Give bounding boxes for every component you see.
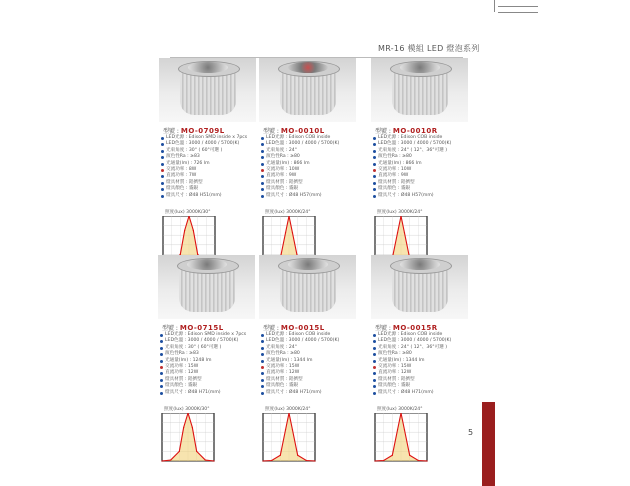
spec-item: LED色溫 : 3000 / 4000 / 5700(K) [161, 141, 247, 147]
page-number: 5 [468, 428, 474, 437]
model-label: 型號 : [263, 128, 279, 135]
spec-item: 交流功率 : 15W [261, 364, 339, 370]
lamp-lens [288, 62, 328, 73]
product-card [259, 255, 359, 475]
beam-point [418, 460, 419, 461]
model-label: 型號 : [375, 128, 391, 135]
model-number: MO-0010L [280, 127, 325, 135]
beam-point [306, 460, 307, 461]
beam-point [404, 429, 405, 430]
spec-item: 光通量(lm) : 1344 lm [373, 358, 451, 364]
product-card [158, 255, 258, 475]
beam-point [196, 451, 197, 452]
beam-point [184, 230, 185, 231]
spec-item: 燈具顏色 : 霧銀 [373, 186, 451, 192]
lamp-lens [400, 62, 440, 73]
spec-list [261, 332, 339, 396]
spec-item: 燈具材質 : 鋁擠型 [373, 377, 451, 383]
spec-item: 燈具材質 : 鋁擠型 [160, 377, 246, 383]
spec-item: 光束角度 : 24° [261, 345, 339, 351]
crop-mark-horizontal [498, 6, 538, 7]
spec-item: 直流功率 : 12W [373, 370, 451, 376]
spec-item: 演色性Ra : ≥80 [373, 351, 451, 357]
spec-item: 燈具尺寸 : Ø48 H71(mm) [160, 390, 246, 396]
beam-point [183, 427, 184, 428]
product-photo [159, 58, 256, 122]
model-line [163, 126, 225, 135]
chart-title: 照度(lux) 3000K/24° [265, 210, 311, 215]
spec-item: LED光源 : Edison SMD inside x 7pcs [160, 332, 246, 338]
spec-item: 直流功率 : 9W [261, 173, 339, 179]
beam-point [404, 232, 405, 233]
product-photo [259, 255, 356, 319]
beam-point [280, 455, 281, 456]
beam-point [285, 232, 286, 233]
product-photo [158, 255, 255, 319]
beam-point [271, 460, 272, 461]
chart-title: 照度(lux) 3000K/24° [377, 407, 423, 412]
beam-point [392, 455, 393, 456]
spec-item: 光通量(lm) : 866 lm [261, 161, 339, 167]
model-line [162, 323, 224, 332]
beam-chart [371, 413, 431, 463]
spec-item: 光束角度 : 30° ( 60°可選 ) [160, 345, 246, 351]
beam-point [292, 429, 293, 430]
model-number: MO-0015R [392, 324, 438, 332]
spec-item: LED光源 : Edison SMD inside x 7pcs [161, 135, 247, 141]
spec-item: 直流功率 : 9W [373, 173, 451, 179]
beam-point [179, 451, 180, 452]
beam-chart [259, 413, 319, 463]
spec-item: 光束角度 : 24° ( 12°、36°可選 ) [373, 345, 451, 351]
beam-point [262, 460, 263, 461]
beam-point [297, 455, 298, 456]
chart-title: 照度(lux) 3000K/30° [164, 407, 210, 412]
spec-item: 演色性Ra : ≥83 [160, 351, 246, 357]
model-number: MO-0709L [180, 127, 225, 135]
spec-item: LED色溫 : 3000 / 4000 / 5700(K) [373, 338, 451, 344]
model-number: MO-0010R [392, 127, 438, 135]
product-card [159, 58, 259, 278]
spec-item: 光通量(lm) : 866 lm [373, 161, 451, 167]
beam-point [205, 459, 206, 460]
model-number: MO-0715L [179, 324, 224, 332]
spec-item: 燈具尺寸 : Ø48 H57(mm) [261, 193, 339, 199]
spec-list [373, 135, 451, 199]
spec-item: 燈具顏色 : 霧銀 [261, 186, 339, 192]
model-label: 型號 : [263, 325, 279, 332]
beam-point [383, 460, 384, 461]
beam-point [192, 427, 193, 428]
spec-item: LED光源 : Edison COB inside [261, 332, 339, 338]
spec-item: 燈具材質 : 鋁擠型 [261, 180, 339, 186]
page-color-bar [482, 402, 495, 486]
spec-item: LED色溫 : 3000 / 4000 / 5700(K) [261, 338, 339, 344]
beam-point [213, 460, 214, 461]
spec-item: 燈具顏色 : 霧銀 [160, 383, 246, 389]
crop-mark-horizontal-2 [498, 12, 538, 13]
beam-point [314, 460, 315, 461]
spec-item: 演色性Ra : ≥80 [261, 154, 339, 160]
chart-title: 照度(lux) 3000K/24° [265, 407, 311, 412]
beam-point [426, 460, 427, 461]
spec-item: 直流功率 : 12W [160, 370, 246, 376]
spec-item: 燈具顏色 : 霧銀 [261, 383, 339, 389]
spec-item: 交流功率 : 10W [373, 167, 451, 173]
spec-item: 燈具尺寸 : Ø48 H57(mm) [373, 193, 451, 199]
spec-item: 光束角度 : 30° ( 60°可選 ) [161, 148, 247, 154]
spec-item: 演色性Ra : ≥83 [161, 154, 247, 160]
model-label: 型號 : [375, 325, 391, 332]
spec-item: 燈具尺寸 : Ø48 H71(mm) [261, 390, 339, 396]
lamp-lens [400, 259, 440, 270]
spec-item: 燈具顏色 : 霧銀 [373, 383, 451, 389]
spec-item: 燈具材質 : 鋁擠型 [373, 180, 451, 186]
model-line [375, 323, 438, 332]
beam-point [397, 232, 398, 233]
spec-item: LED色溫 : 3000 / 4000 / 5700(K) [160, 338, 246, 344]
beam-point [374, 460, 375, 461]
beam-point [161, 460, 162, 461]
beam-point [285, 429, 286, 430]
spec-list [161, 135, 247, 199]
product-card [259, 58, 359, 278]
beam-chart [158, 413, 218, 463]
spec-item: 光束角度 : 24° ( 12°、36°可選 ) [373, 148, 451, 154]
series-title: MR-16 模組 LED 燈泡系列 [378, 44, 480, 53]
crop-mark-vertical [494, 0, 495, 12]
spec-item: 直流功率 : 12W [261, 370, 339, 376]
spec-item: 交流功率 : 8W [161, 167, 247, 173]
product-photo [259, 58, 356, 122]
model-number: MO-0015L [280, 324, 325, 332]
spec-item: 光通量(lm) : 1248 lm [160, 358, 246, 364]
product-card [371, 58, 471, 278]
spec-item: LED光源 : Edison COB inside [373, 332, 451, 338]
product-card [371, 255, 474, 475]
spec-item: 燈具顏色 : 霧銀 [161, 186, 247, 192]
spec-item: 燈具尺寸 : Ø48 H51(mm) [161, 193, 247, 199]
spec-item: LED色溫 : 3000 / 4000 / 5700(K) [261, 141, 339, 147]
chart-title: 照度(lux) 3000K/24° [377, 210, 423, 215]
spec-item: 演色性Ra : ≥80 [261, 351, 339, 357]
spec-item: LED光源 : Edison COB inside [261, 135, 339, 141]
spec-list [160, 332, 246, 396]
beam-point [292, 232, 293, 233]
model-line [375, 126, 438, 135]
spec-item: 交流功率 : 10W [261, 167, 339, 173]
beam-point [170, 459, 171, 460]
model-line [263, 323, 325, 332]
lamp-lens [188, 62, 228, 73]
lamp-lens [288, 259, 328, 270]
product-photo [371, 255, 468, 319]
spec-item: 燈具材質 : 鋁擠型 [261, 377, 339, 383]
model-line [263, 126, 325, 135]
spec-list [373, 332, 451, 396]
product-photo [371, 58, 468, 122]
spec-item: 交流功率 : 15W [373, 364, 451, 370]
spec-item: 燈具尺寸 : Ø48 H71(mm) [373, 390, 451, 396]
spec-item: 演色性Ra : ≥80 [373, 154, 451, 160]
spec-item: LED色溫 : 3000 / 4000 / 5700(K) [373, 141, 451, 147]
chart-title: 照度(lux) 3000K/30° [165, 210, 211, 215]
spec-item: 光通量(lm) : 726 lm [161, 161, 247, 167]
lamp-lens [187, 259, 227, 270]
beam-point [409, 455, 410, 456]
spec-item: LED光源 : Edison COB inside [373, 135, 451, 141]
spec-item: 光束角度 : 24° [261, 148, 339, 154]
model-label: 型號 : [163, 128, 179, 135]
spec-item: 交流功率 : 15W [160, 364, 246, 370]
spec-item: 光通量(lm) : 1344 lm [261, 358, 339, 364]
spec-item: 直流功率 : 7W [161, 173, 247, 179]
beam-point [397, 429, 398, 430]
spec-item: 燈具材質 : 鋁擠型 [161, 180, 247, 186]
model-label: 型號 : [162, 325, 178, 332]
beam-point [193, 230, 194, 231]
spec-list [261, 135, 339, 199]
